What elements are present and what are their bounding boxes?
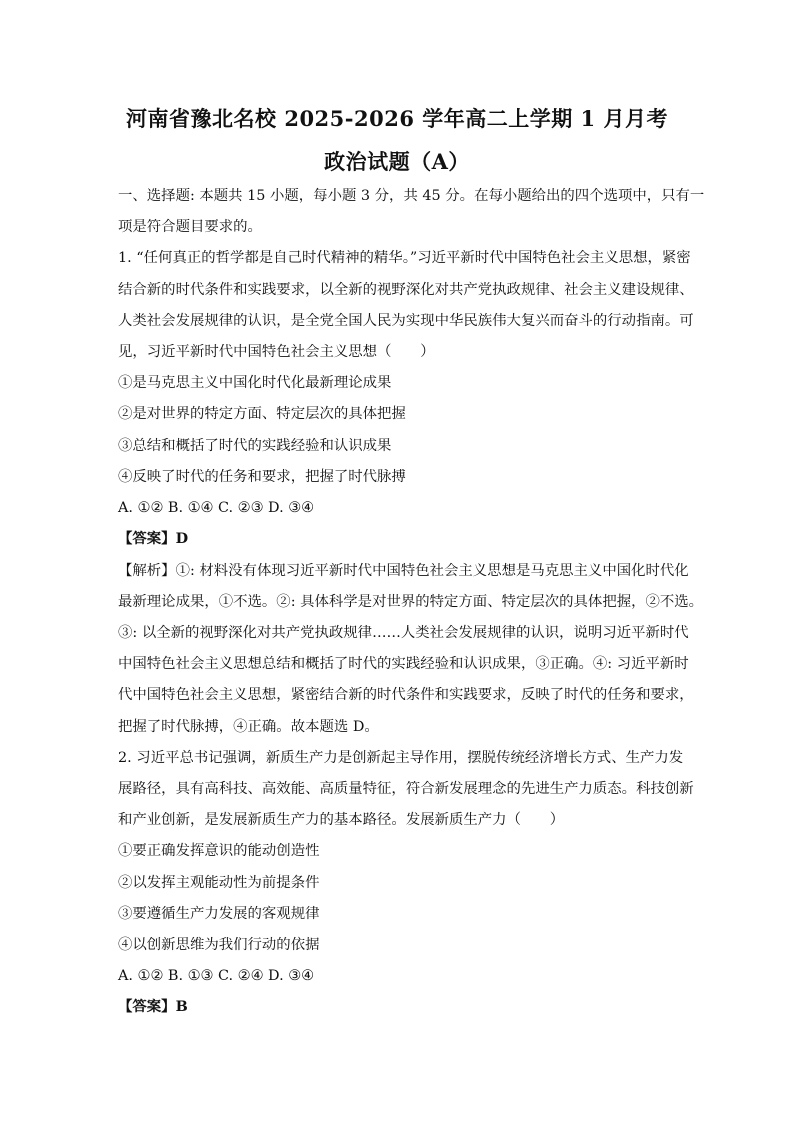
- question-1-option-line: ③总结和概括了时代的实践经验和认识成果: [118, 438, 392, 454]
- question-2-choices: A. ①② B. ①③ C. ②④ D. ③④: [118, 968, 315, 984]
- question-1-option-line: ④反映了时代的任务和要求，把握了时代脉搏: [118, 469, 406, 485]
- question-1-explanation-line: 中国特色社会主义思想总结和概括了时代的实践经验和认识成果，③正确。④: 习近平新时: [118, 656, 689, 672]
- section-instruction-line: 项是符合题目要求的。: [118, 219, 262, 235]
- question-2-stem-line: 和产业创新，是发展新质生产力的基本路径。发展新质生产力（ ）: [118, 812, 565, 828]
- question-1-explanation-line: 【解析】①: 材料没有体现习近平新时代中国特色社会主义思想是马克思主义中国化时代化: [118, 563, 689, 579]
- question-2-stem-line: 2. 习近平总书记强调，新质生产力是创新起主导作用，摆脱传统经济增长方式、生产力发: [118, 750, 684, 766]
- question-1-option-line: ①是马克思主义中国化时代化最新理论成果: [118, 375, 392, 391]
- question-1-explanation-line: ③: 以全新的视野深化对共产党执政规律……人类社会发展规律的认识，说明习近平新时代: [118, 625, 689, 641]
- question-1-explanation-line: 最新理论成果，①不选。②: 具体科学是对世界的特定方面、特定层次的具体把握，②不选。: [118, 594, 704, 610]
- document-title: 河南省豫北名校 2025-2026 学年高二上学期 1 月月考: [126, 106, 668, 131]
- question-1-explanation-line: 代中国特色社会主义思想，紧密结合新的时代条件和实践要求，反映了时代的任务和要求，: [118, 687, 694, 703]
- question-2-option-line: ④以创新思维为我们行动的依据: [118, 937, 320, 953]
- question-1-option-line: ②是对世界的特定方面、特定层次的具体把握: [118, 406, 406, 422]
- question-1-stem-line: 人类社会发展规律的认识，是全党全国人民为实现中华民族伟大复兴而奋斗的行动指南。可: [118, 313, 694, 329]
- question-2-option-line: ①要正确发挥意识的能动创造性: [118, 843, 320, 859]
- question-2-stem-line: 展路径，具有高科技、高效能、高质量特征，符合新发展理念的先进生产力质态。科技创新: [118, 781, 694, 797]
- question-1-choices: A. ①② B. ①④ C. ②③ D. ③④: [118, 500, 315, 516]
- question-1-answer: 【答案】D: [118, 530, 189, 547]
- question-2-answer: 【答案】B: [118, 998, 188, 1015]
- question-1-stem-line: 结合新的时代条件和实践要求，以全新的视野深化对共产党执政规律、社会主义建设规律、: [118, 282, 694, 298]
- question-2-option-line: ②以发挥主观能动性为前提条件: [118, 875, 320, 891]
- question-1-stem-line: 见，习近平新时代中国特色社会主义思想（ ）: [118, 344, 435, 360]
- section-instruction-line: 一、选择题: 本题共 15 小题，每小题 3 分，共 45 分。在每小题给出的四个选项中，只有一: [118, 188, 705, 204]
- question-2-option-line: ③要遵循生产力发展的客观规律: [118, 906, 320, 922]
- question-1-explanation-line: 把握了时代脉搏，④正确。故本题选 D。: [118, 719, 379, 735]
- question-1-stem-line: 1. “任何真正的哲学都是自己时代精神的精华。”习近平新时代中国特色社会主义思想，紧密: [118, 250, 691, 266]
- document-subtitle: 政治试题（A）: [324, 149, 470, 174]
